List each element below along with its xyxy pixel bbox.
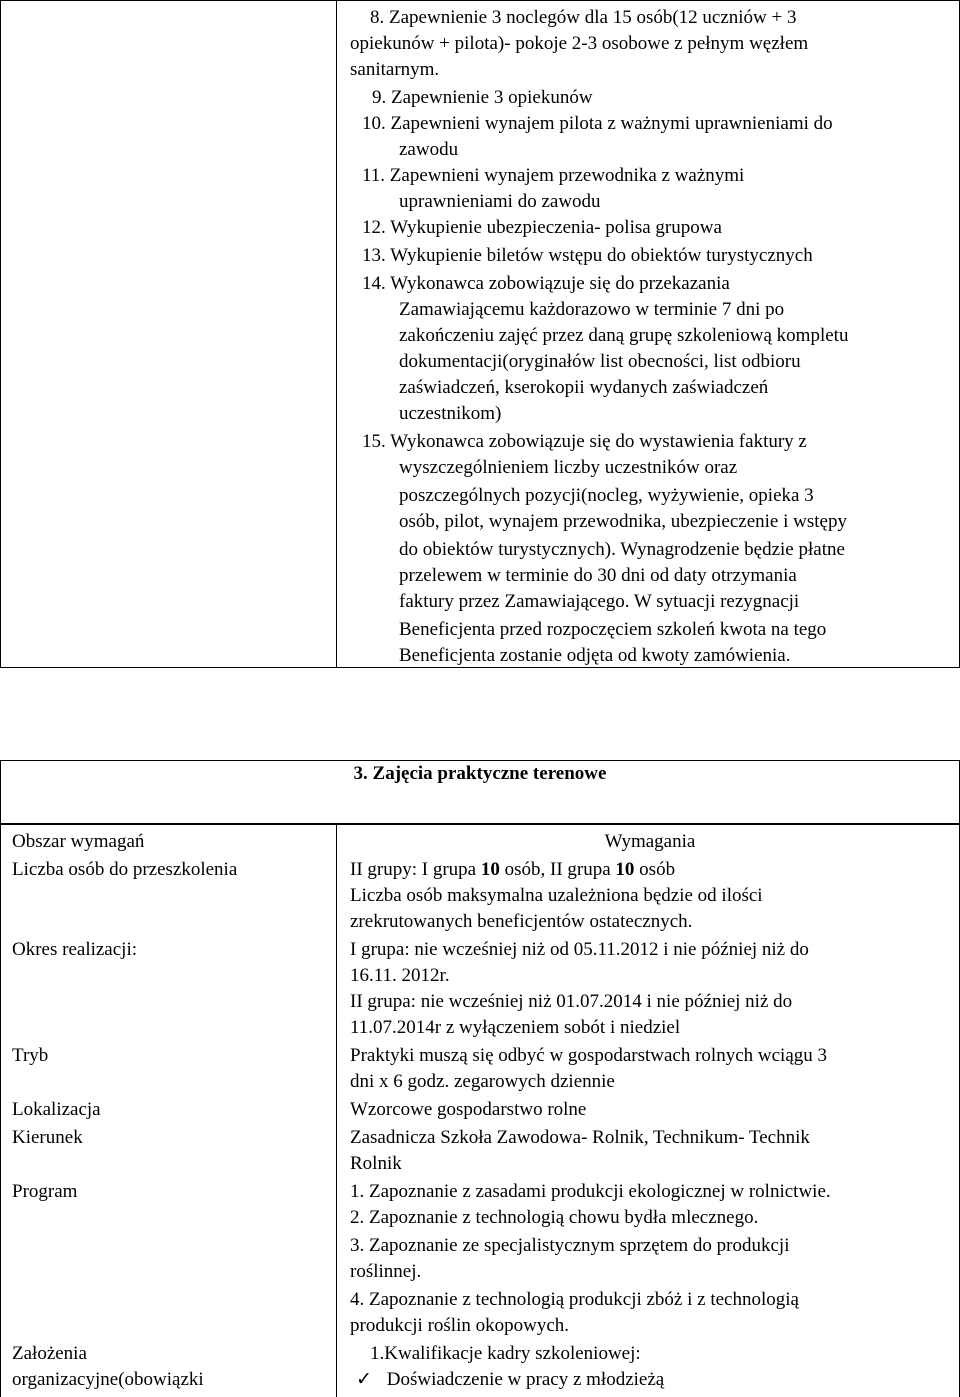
req-line: 14. Wykonawca zobowiązuje się do przekazania xyxy=(362,273,730,294)
req-line: 9. Zapewnienie 3 opiekunów xyxy=(372,87,593,108)
req-line: zawodu xyxy=(399,139,459,160)
req-line: Beneficjenta przed rozpoczęciem szkoleń kwota na tego xyxy=(399,619,827,640)
req-line: przelewem w terminie do 30 dni od daty otrzymania xyxy=(399,565,797,586)
header-right: Wymagania xyxy=(604,831,696,852)
req-line: 10. Zapewnieni wynajem pilota z ważnymi uprawnieniami do xyxy=(362,113,833,134)
req-line: 12. Wykupienie ubezpieczenia- polisa grupowa xyxy=(362,217,722,238)
row-value: Praktyki muszą się odbyć w gospodarstwach rolnych wciągu 3 xyxy=(350,1045,828,1066)
qualification-text: Doświadczenie w pracy z młodzieżą xyxy=(386,1369,665,1390)
checkmark-icon: ✓ xyxy=(356,1369,372,1390)
req-line: osób, pilot, wynajem przewodnika, ubezpieczenie i wstępy xyxy=(399,511,847,532)
req-line: do obiektów turystycznych). Wynagrodzenie będzie płatne xyxy=(399,539,845,560)
section-title: 3. Zajęcia praktyczne terenowe xyxy=(353,763,607,784)
top-box-divider xyxy=(336,0,337,668)
row-value: 11.07.2014r z wyłączeniem sobót i niedziel xyxy=(350,1017,681,1038)
req-line: dokumentacji(oryginałów list obecności, list odbioru xyxy=(399,351,801,372)
row-value: dni x 6 godz. zegarowych dziennie xyxy=(350,1071,615,1092)
req-line: 8. Zapewnienie 3 noclegów dla 15 osób(12 uczniów + 3 xyxy=(370,7,797,28)
row-value: I grupa: nie wcześniej niż od 05.11.2012 i nie później niż do xyxy=(350,939,809,960)
row-value: roślinnej. xyxy=(350,1261,422,1282)
req-line: uprawnieniami do zawodu xyxy=(399,191,601,212)
row-value: Rolnik xyxy=(350,1153,402,1174)
row-value: zrekrutowanych beneficjentów ostatecznych. xyxy=(350,911,693,932)
req-line: poszczególnych pozycji(nocleg, wyżywienie, opieka 3 xyxy=(399,485,814,506)
req-line: uczestnikom) xyxy=(399,403,502,424)
row-label-participants: Liczba osób do przeszkolenia xyxy=(12,859,238,880)
row-label-program: Program xyxy=(12,1181,78,1202)
row-label-field: Kierunek xyxy=(12,1127,83,1148)
row-label-assumptions: Założenia xyxy=(12,1343,87,1364)
row-label-location: Lokalizacja xyxy=(12,1099,101,1120)
req-line: zakończeniu zajęć przez daną grupę szkoleniową kompletu xyxy=(399,325,849,346)
row-label-period: Okres realizacji: xyxy=(12,939,138,960)
req-line: Zamawiającemu każdorazowo w terminie 7 dni po xyxy=(399,299,785,320)
row-value: II grupa: nie wcześniej niż 01.07.2014 i nie później niż do xyxy=(350,991,793,1012)
req-line: 11. Zapewnieni wynajem przewodnika z ważnymi xyxy=(362,165,745,186)
req-line: zaświadczeń, kserokopii wydanych zaświadczeń xyxy=(399,377,769,398)
row-value: 2. Zapoznanie z technologią chowu bydła mlecznego. xyxy=(350,1207,759,1228)
row-value: II grupy: I grupa 10 osób, II grupa 10 osób xyxy=(350,859,676,880)
row-value: Wzorcowe gospodarstwo rolne xyxy=(350,1099,587,1120)
row-label-assumptions: organizacyjne(obowiązki xyxy=(12,1369,204,1390)
req-line: sanitarnym. xyxy=(350,59,440,80)
req-line: opiekunów + pilota)- pokoje 2-3 osobowe z pełnym węzłem xyxy=(350,33,809,54)
table-divider xyxy=(336,824,337,1397)
header-left: Obszar wymagań xyxy=(12,831,145,852)
row-value: produkcji roślin okopowych. xyxy=(350,1315,570,1336)
row-value: Liczba osób maksymalna uzależniona będzie od ilości xyxy=(350,885,763,906)
row-label-mode: Tryb xyxy=(12,1045,49,1066)
req-line: faktury przez Zamawiającego. W sytuacji rezygnacji xyxy=(399,591,800,612)
req-line: 15. Wykonawca zobowiązuje się do wystawienia faktury z xyxy=(362,431,807,452)
req-line: wyszczególnieniem liczby uczestników oraz xyxy=(399,457,738,478)
row-value: 4. Zapoznanie z technologią produkcji zbóż i z technologią xyxy=(350,1289,799,1310)
req-line: Beneficjenta zostanie odjęta od kwoty zamówienia. xyxy=(399,645,791,666)
row-value: Zasadnicza Szkoła Zawodowa- Rolnik, Technikum- Technik xyxy=(350,1127,810,1148)
req-line: 13. Wykupienie biletów wstępu do obiektów turystycznych xyxy=(362,245,813,266)
row-value: 16.11. 2012r. xyxy=(350,965,450,986)
row-value: 1. Zapoznanie z zasadami produkcji ekologicznej w rolnictwie. xyxy=(350,1181,831,1202)
row-value: 1.Kwalifikacje kadry szkoleniowej: xyxy=(370,1343,641,1364)
row-value-item xyxy=(356,1368,664,1392)
row-value: 3. Zapoznanie ze specjalistycznym sprzętem do produkcji xyxy=(350,1235,790,1256)
